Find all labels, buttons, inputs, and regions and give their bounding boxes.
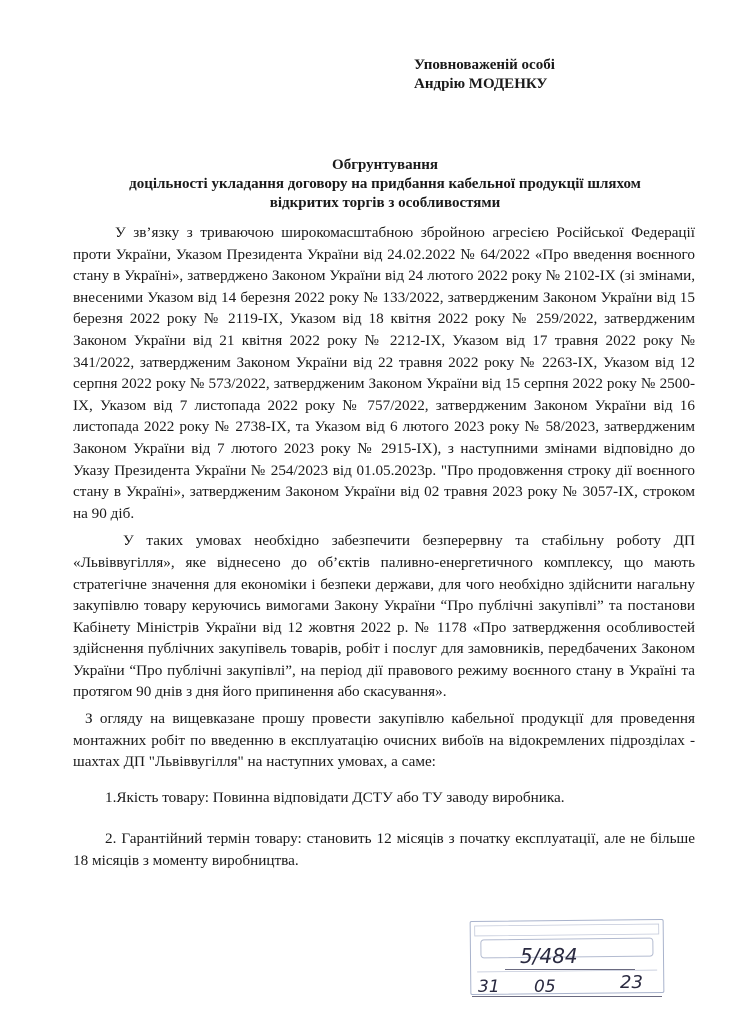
registration-year: 23 bbox=[620, 972, 643, 993]
title-subtitle-line2: відкритих торгів з особливостями bbox=[269, 195, 501, 211]
addressee-name: Андрію МОДЕНКУ bbox=[414, 76, 548, 92]
title-heading: Обгрунтування bbox=[332, 157, 438, 173]
paragraph-martial-law: У зв’язку з триваючою широкомасштабною збройною агресією Російської Федерації проти України, Указом Президента України від 24.02.2022 № 64/2022 «Про введення воєнного стану в Україні», затверджено Законом України від 24 лютого 2022 року № 2102-IX (зі змінами, внесеними Указом від 14 березня 2022 року № 133/2022, затвердженим Законом України від 15 березня 2022 року № 2119-IX, Указом від 18 квітня 2022 року № 259/2022, затвердженим Законом України від 21 квітня 2022 року № 2212-IX, Указом від 17 травня 2022 року № 341/2022, затвердженим Законом України від 22 травня 2022 року № 2263-IX, Указом від 12 серпня 2022 року № 573/2022, затвердженим Законом України від 15 серпня 2022 року № 2500-IX, Указом від 7 листопада 2022 року № 757/2022, затвердженим Законом України від 16 листопада 2022 року № 2738-IX, та Указом від 6 лютого 2023 року № 58/2023, затвердженим Законом України від 7 лютого 2023 року № 2915-IX), з наступними змінами відповідно до Указу Президента України № 254/2023 від 01.05.2023р. "Про продовження строку дії воєнного стану в Україні», затвердженим Законом України від 02 травня 2023 року № 3057-IX, строком на 90 діб. bbox=[73, 224, 695, 522]
paragraph-conditions: У таких умовах необхідно забезпечити безперервну та стабільну роботу ДП «Львіввугілля», яке віднесено до об’єктів паливно-енергетичного комплексу, що мають стратегічне значення для економіки і безпеки держави, для чого необхідно здійснити нагальну закупівлю товару керуючись вимогами Закону України “Про публічні закупівлі” та постанови Кабінету Міністрів України від 12 жовтня 2022 р. № 1178 «Про затвердження особливостей здійснення публічних закупівель товарів, робіт і послуг для замовників, передбачених Законом України “Про публічні закупівлі”, на період дії правового режиму воєнного стану в Україні та протягом 90 днів з дня його припинення або скасування». bbox=[73, 532, 695, 701]
addressee-title: Уповноваженій особі bbox=[414, 57, 555, 73]
registration-day: 31 bbox=[478, 977, 500, 997]
document-title bbox=[70, 156, 700, 213]
title-subtitle-line1: доцільності укладання договору на придбання кабельної продукції шляхом bbox=[129, 176, 641, 192]
list-item-warranty: 2. Гарантійний термін товару: становить 12 місяців з початку експлуатації, але не більше 18 місяців з моменту виробництва. bbox=[73, 830, 695, 870]
registration-number: 5/484 bbox=[520, 944, 578, 968]
registration-month: 05 bbox=[534, 977, 556, 997]
stamp-date-underline bbox=[472, 996, 662, 997]
paragraph-request: З огляду на вищевказане прошу провести закупівлю кабельної продукції для проведення монтажних робіт по введенню в експлуатацію очисних вибоїв на відокремлених підрозділах - шахтах ДП "Львіввугілля" на наступних умовах, а саме: bbox=[73, 710, 695, 771]
addressee-block bbox=[414, 56, 555, 94]
list-item-quality: 1.Якість товару: Повинна відповідати ДСТУ або ТУ заводу виробника. bbox=[105, 788, 565, 806]
stamp-number-underline bbox=[505, 969, 635, 970]
document-body bbox=[73, 222, 695, 872]
